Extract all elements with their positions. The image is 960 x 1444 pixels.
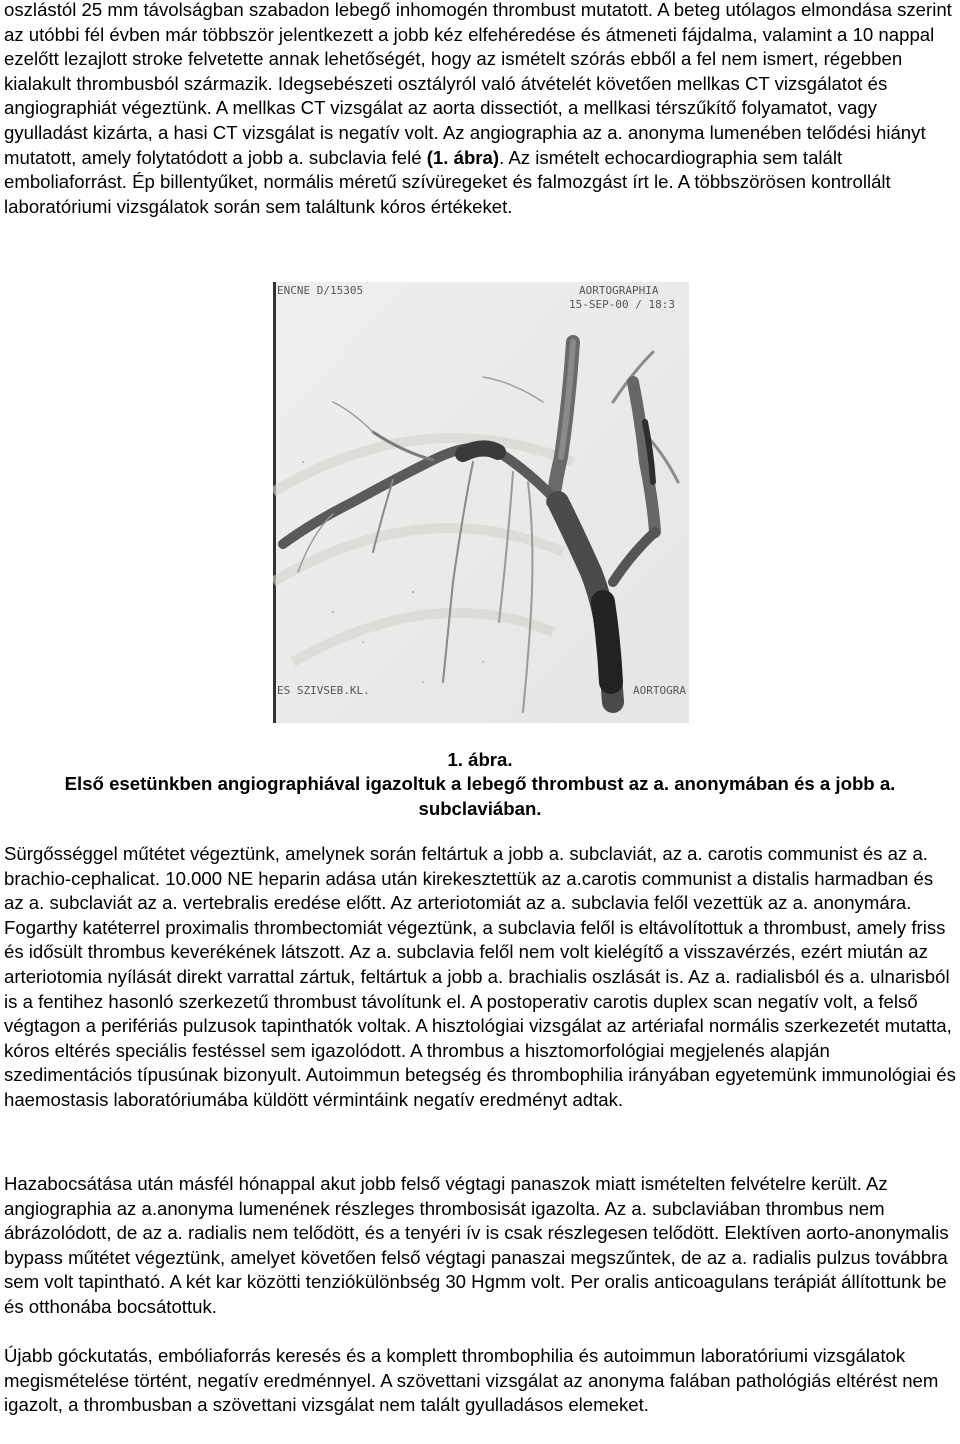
angiography-image <box>273 282 689 723</box>
overlay-bottom-left: ES SZIVSEB.KL. <box>277 684 370 697</box>
overlay-top-right-1: AORTOGRAPHIA <box>579 284 659 297</box>
figure-caption-number: 1. ábra. <box>447 749 513 770</box>
paragraph-surgery: Sürgősséggel műtétet végeztünk, amelynek során feltártuk a jobb a. subclaviát, az a. carotis communist és az a. brachio-cephalicat. 10.000 NE heparin adása után kirekesztettük az a.carotis communist a distalis harmadban és az a. subclaviát az a. vertebralis eredése előtt. Az arteriotomiát az a. subclavia felől vezettük az a. anonymára. Fogarthy katéterrel proximalis thrombectomiát végeztünk, a subclavia felől is eltávolítottuk a thrombust, amely friss és idősült thrombus keverékének látszott. Az a. subclavia felől nem volt kielégítő a visszavérzés, ezért miután az arteriotomia nyílását direkt varrattal zártuk, feltártuk a jobb a. brachialis oszlását is. Az a. radialisból és a. ulnarisból is a fentihez hasonló szerkezetű thrombust távolítunk el. A postoperativ carotis duplex scan negatív volt, a felső végtagon a perifériás pulzusok tapinthatók voltak. A hisztológiai vizsgálat az artériafal normális szerkezetét mutatta, kóros eltérés speciális festéssel sem igazolódott. A thrombus a hisztomorfológiai megjelenés alapján szedimentációs típusúnak bizonyult. Autoimmun betegség és thrombophilia irányában egyetemünk immunológiai és haemostasis laboratóriumába küldött vérmintáink negatív eredményt adtak. <box>4 843 956 1110</box>
paragraph-readmission: Hazabocsátása után másfél hónappal akut jobb felső végtagi panaszok miatt ismételten felvételre került. Az angiographia az a.anonyma lumenének részleges thrombosisát igazolta. Az a. subclaviában thrombus nem ábrázolódott, de az a. radialis nem telődött, és a tenyéri ív is csak részlegesen telődött. Elektíven aorto-anonymalis bypass műtétet végeztünk, amelyet követően felső végtagi panaszai megszűntek, de az a. radialis pulzus továbbra sem volt tapintható. A két kar közötti tenziókülönbség 30 Hgmm volt. Per oralis anticoagulans terápiát állítottunk be és otthonába bocsátottuk. <box>4 1173 949 1317</box>
overlay-top-right-2: 15-SEP-00 / 18:3 <box>569 298 675 311</box>
angiography-figure <box>273 282 689 723</box>
paragraph-case-history <box>4 0 956 219</box>
overlay-top-left: ENCNE D/15305 <box>277 284 364 297</box>
figure-caption-text: Első esetünkben angiographiával igazoltuk a lebegő thrombust az a. anonymában és a jobb a. subclaviában. <box>64 773 896 819</box>
paragraph-text-continued: . Az ismételt echocardiographia sem talált emboliaforrást. Ép billentyűket, normális méretű szívüregeket és falmozgást írt le. A többszörösen kontrollált laboratóriumi vizsgálatok során sem találtunk kóros értékeket. <box>4 146 891 217</box>
figure-reference: (1. ábra) <box>426 146 500 168</box>
paragraph-text: oszlástól 25 mm távolságban szabadon lebegő inhomogén thrombust mutatott. A beteg utólagos elmondása szerint az utóbbi fél évben már többször jelentkezett a jobb kéz elfehéredése és átmeneti fájdalma, valamint a 10 nappal ezelőtt lezajlott stroke felvetette annak lehetőségét, hogy az ismételt szórás ebből a fel nem ismert, régebben kialakult thrombusból származik. Idegsebészeti osztályról való átvételét követően mellkas CT vizsgálatot és angiographiát végeztünk. A mellkas CT vizsgálat az aorta dissectiót, a mellkasi térszűkítő folyamatot, vagy gyulladást kizárta, a hasi CT vizsgálat is negatív volt. Az angiographia az a. anonyma lumenében telődési hiányt mutatott, amely folytatódott a jobb a. subclavia felé <box>4 0 952 168</box>
paragraph-followup: Újabb góckutatás, embóliaforrás keresés és a komplett thrombophilia és autoimmun laboratóriumi vizsgálatok megismételése történt, negatív eredménnyel. A szövettani vizsgálat az anonyma falában pathológiás eltérést nem igazolt, a thrombusban a szövettani vizsgálat nem talált gyulladásos elemeket. <box>4 1345 939 1416</box>
overlay-bottom-right: AORTOGRA <box>633 684 686 697</box>
